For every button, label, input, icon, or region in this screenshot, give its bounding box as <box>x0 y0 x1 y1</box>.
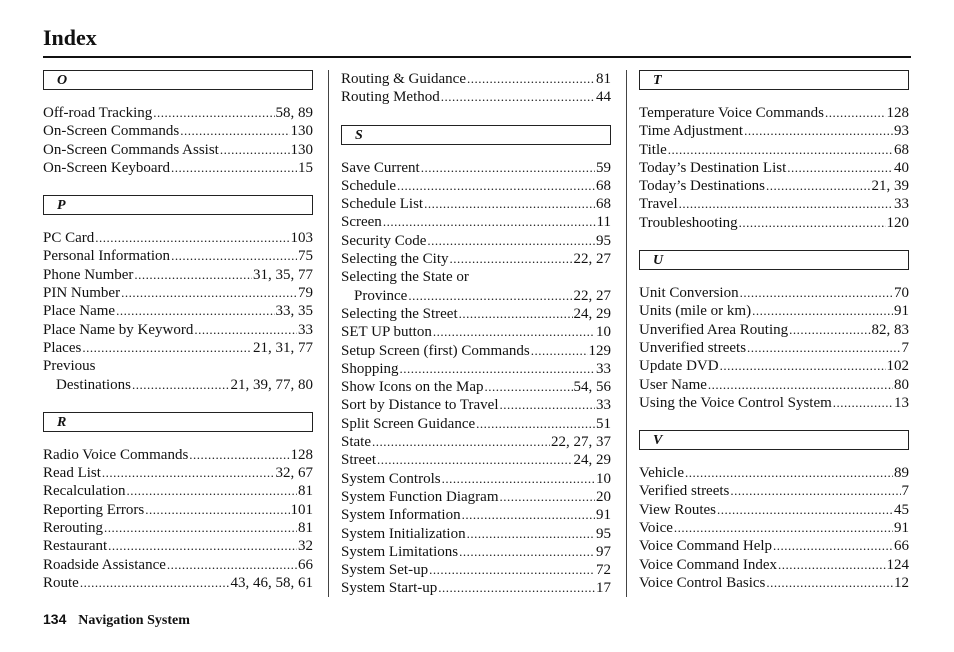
dot-leader <box>116 302 274 320</box>
section-gap <box>639 232 909 250</box>
dot-leader <box>787 159 893 177</box>
index-entry <box>43 574 313 592</box>
entry-pages: 82, 83 <box>871 321 909 338</box>
index-entry <box>341 378 611 396</box>
index-entry <box>43 376 313 394</box>
dot-leader <box>171 247 297 265</box>
entry-term: Reporting Errors <box>43 501 145 518</box>
index-entry <box>341 323 611 341</box>
dot-leader <box>180 122 289 140</box>
entry-pages: 22, 27 <box>573 251 611 268</box>
section-letter-header: R <box>43 412 313 432</box>
entry-term: On-Screen Keyboard <box>43 159 171 176</box>
index-entry <box>639 394 909 412</box>
dot-leader <box>427 232 595 250</box>
dot-leader <box>171 159 297 177</box>
dot-leader <box>189 446 289 464</box>
entry-term: Selecting the Street <box>341 305 458 322</box>
dot-leader <box>467 525 595 543</box>
index-entry <box>43 141 313 159</box>
entry-term: On-Screen Commands Assist <box>43 141 219 158</box>
index-entry <box>43 464 313 482</box>
entry-term: Phone Number <box>43 266 134 283</box>
entry-pages: 129 <box>588 342 611 359</box>
section-letter-header: T <box>639 70 909 90</box>
document-title: Navigation System <box>78 613 190 628</box>
index-column-2 <box>341 70 611 596</box>
entry-pages: 81 <box>298 483 313 500</box>
index-entry <box>341 506 611 524</box>
entry-term: Shopping <box>341 360 399 377</box>
index-entry <box>43 284 313 302</box>
entry-pages: 21, 39, 77, 80 <box>230 376 313 393</box>
entry-term: System Information <box>341 507 461 524</box>
dot-leader <box>377 451 573 469</box>
entry-term: Verified streets <box>639 483 730 500</box>
entry-pages: 11 <box>596 214 611 231</box>
dot-leader <box>449 250 572 268</box>
entry-pages: 22, 27 <box>573 287 611 304</box>
dot-leader <box>679 195 893 213</box>
entry-term: On-Screen Commands <box>43 123 180 140</box>
dot-leader <box>442 470 595 488</box>
entry-term: Unverified streets <box>639 339 747 356</box>
index-entry <box>341 488 611 506</box>
dot-leader <box>720 357 886 375</box>
dot-leader <box>400 360 595 378</box>
entry-term: Unverified Area Routing <box>639 321 789 338</box>
entry-pages: 102 <box>886 358 909 375</box>
index-entry <box>639 284 909 302</box>
index-entry <box>639 339 909 357</box>
dot-leader <box>438 579 595 597</box>
dot-leader <box>95 229 289 247</box>
entry-term: Roadside Assistance <box>43 556 166 573</box>
index-entry <box>43 321 313 339</box>
index-entry <box>341 159 611 177</box>
entry-pages: 89 <box>894 465 909 482</box>
entry-pages: 21, 39 <box>871 178 909 195</box>
entry-pages: 81 <box>298 520 313 537</box>
entry-term: PIN Number <box>43 285 121 302</box>
dot-leader <box>145 501 289 519</box>
index-entry <box>639 376 909 394</box>
index-entry <box>43 266 313 284</box>
entry-pages: 33, 35 <box>275 303 313 320</box>
entry-pages: 33 <box>894 196 909 213</box>
dot-leader <box>121 284 297 302</box>
dot-leader <box>194 321 297 339</box>
dot-leader <box>674 519 893 537</box>
index-entry <box>341 561 611 579</box>
entry-pages: 59 <box>596 159 611 176</box>
entry-pages: 33 <box>596 397 611 414</box>
section-gap <box>639 412 909 430</box>
dot-leader <box>717 501 893 519</box>
index-entry <box>43 122 313 140</box>
dot-leader <box>408 287 572 305</box>
entry-pages: 91 <box>894 520 909 537</box>
entry-term: Route <box>43 574 79 591</box>
dot-leader <box>730 482 900 500</box>
index-entry <box>341 433 611 451</box>
index-entry <box>639 214 909 232</box>
index-entry <box>341 268 611 286</box>
index-entry <box>639 177 909 195</box>
dot-leader <box>429 561 595 579</box>
index-entry <box>341 543 611 561</box>
entry-term: Places <box>43 339 82 356</box>
dot-leader <box>421 159 595 177</box>
index-entry <box>639 464 909 482</box>
index-entry <box>43 556 313 574</box>
entry-term: Screen <box>341 214 382 231</box>
dot-leader <box>685 464 893 482</box>
dot-leader <box>766 177 870 195</box>
index-entry <box>341 287 611 305</box>
index-entry <box>43 247 313 265</box>
entry-term: Place Name <box>43 303 116 320</box>
entry-term: Schedule <box>341 177 396 194</box>
entry-term: Unit Conversion <box>639 285 739 302</box>
dot-leader <box>739 214 886 232</box>
entry-term: Using the Voice Control System <box>639 394 832 411</box>
entry-pages: 10 <box>596 470 611 487</box>
dot-leader <box>752 302 893 320</box>
entry-term: PC Card <box>43 230 95 247</box>
entry-term: Selecting the State or <box>341 269 469 286</box>
entry-pages: 93 <box>894 123 909 140</box>
entry-term: Sort by Distance to Travel <box>341 397 499 414</box>
dot-leader <box>744 122 893 140</box>
entry-pages: 80 <box>894 376 909 393</box>
index-entry <box>43 501 313 519</box>
index-entry <box>341 415 611 433</box>
entry-pages: 91 <box>894 303 909 320</box>
entry-term: Rerouting <box>43 520 103 537</box>
index-entry <box>43 519 313 537</box>
entry-pages: 97 <box>596 543 611 560</box>
index-entry <box>341 213 611 231</box>
entry-pages: 7 <box>901 483 909 500</box>
index-entry <box>43 446 313 464</box>
entry-term: Restaurant <box>43 538 108 555</box>
index-entry <box>43 537 313 555</box>
entry-term: Today’s Destination List <box>639 159 787 176</box>
entry-pages: 20 <box>596 488 611 505</box>
entry-term: System Start-up <box>341 580 438 597</box>
entry-pages: 66 <box>894 538 909 555</box>
section-letter-header: V <box>639 430 909 450</box>
entry-term: Voice Command Index <box>639 556 778 573</box>
entry-term: Previous <box>43 358 96 375</box>
page-title: Index <box>43 25 97 50</box>
index-entry <box>43 302 313 320</box>
entry-term: Voice Control Basics <box>639 574 766 591</box>
entry-term: Street <box>341 452 376 469</box>
entry-term: Radio Voice Commands <box>43 446 189 463</box>
dot-leader <box>433 323 595 341</box>
entry-term: User Name <box>639 376 707 393</box>
entry-term: Personal Information <box>43 248 171 265</box>
entry-pages: 22, 27, 37 <box>551 434 611 451</box>
entry-pages: 70 <box>894 285 909 302</box>
dot-leader <box>485 378 573 396</box>
index-entry <box>341 525 611 543</box>
entry-pages: 24, 29 <box>573 305 611 322</box>
index-entry <box>43 482 313 500</box>
index-entry <box>639 574 909 592</box>
entry-pages: 7 <box>901 339 909 356</box>
dot-leader <box>167 556 297 574</box>
index-column-1 <box>43 70 313 596</box>
dot-leader <box>102 464 275 482</box>
entry-pages: 32, 67 <box>275 465 313 482</box>
entry-pages: 44 <box>596 89 611 106</box>
page-footer <box>43 611 190 629</box>
entry-pages: 31, 35, 77 <box>253 266 313 283</box>
section-letter-header: S <box>341 125 611 145</box>
entry-term: Routing Method <box>341 89 440 106</box>
index-entry <box>43 229 313 247</box>
dot-leader <box>132 376 230 394</box>
entry-term: Destinations <box>56 376 131 393</box>
title-rule <box>43 56 911 58</box>
dot-leader <box>108 537 297 555</box>
entry-term: View Routes <box>639 501 717 518</box>
entry-pages: 79 <box>298 285 313 302</box>
entry-pages: 33 <box>596 360 611 377</box>
entry-term: Temperature Voice Commands <box>639 105 825 121</box>
entry-pages: 128 <box>886 105 909 121</box>
entry-term: Update DVD <box>639 358 719 375</box>
index-entry <box>341 305 611 323</box>
dot-leader <box>153 104 274 122</box>
entry-term: Vehicle <box>639 465 684 482</box>
entry-pages: 24, 29 <box>573 452 611 469</box>
entry-pages: 12 <box>894 574 909 591</box>
entry-term: Voice <box>639 520 673 537</box>
dot-leader <box>220 141 290 159</box>
index-entry <box>639 556 909 574</box>
dot-leader <box>825 104 885 122</box>
dot-leader <box>500 488 596 506</box>
entry-term: State <box>341 434 371 451</box>
entry-pages: 45 <box>894 501 909 518</box>
entry-term: Split Screen Guidance <box>341 415 476 432</box>
entry-term: Off-road Tracking <box>43 105 153 121</box>
entry-pages: 130 <box>290 123 313 140</box>
dot-leader <box>134 266 252 284</box>
section-letter-header: O <box>43 70 313 90</box>
entry-pages: 68 <box>894 141 909 158</box>
entry-pages: 13 <box>894 394 909 411</box>
index-entry <box>43 339 313 357</box>
index-entry <box>341 396 611 414</box>
entry-pages: 68 <box>596 196 611 213</box>
entry-pages: 21, 31, 77 <box>253 339 313 356</box>
entry-pages: 72 <box>596 562 611 579</box>
dot-leader <box>424 195 595 213</box>
dot-leader <box>80 574 230 592</box>
column-divider <box>626 70 627 597</box>
dot-leader <box>747 339 900 357</box>
dot-leader <box>500 396 596 414</box>
entry-pages: 120 <box>886 214 909 231</box>
entry-pages: 91 <box>596 507 611 524</box>
entry-pages: 32 <box>298 538 313 555</box>
entry-term: Save Current <box>341 159 420 176</box>
entry-pages: 33 <box>298 321 313 338</box>
dot-leader <box>383 213 596 231</box>
entry-pages: 124 <box>886 556 909 573</box>
index-entry <box>341 470 611 488</box>
entry-pages: 43, 46, 58, 61 <box>230 574 313 591</box>
dot-leader <box>126 482 297 500</box>
index-entry <box>639 482 909 500</box>
dot-leader <box>668 141 893 159</box>
dot-leader <box>104 519 297 537</box>
dot-leader <box>740 284 893 302</box>
section-gap <box>43 394 313 412</box>
entry-pages: 95 <box>596 525 611 542</box>
entry-pages: 40 <box>894 159 909 176</box>
dot-leader <box>467 70 595 88</box>
index-entry <box>43 159 313 177</box>
entry-term: Time Adjustment <box>639 123 744 140</box>
index-entry <box>341 177 611 195</box>
entry-term: System Limitations <box>341 543 459 560</box>
entry-term: Schedule List <box>341 196 424 213</box>
entry-term: Security Code <box>341 232 427 249</box>
index-entry <box>341 579 611 597</box>
dot-leader <box>372 433 550 451</box>
entry-pages: 58, 89 <box>275 105 313 121</box>
entry-term: Today’s Destinations <box>639 178 766 195</box>
index-entry <box>639 357 909 375</box>
index-entry <box>639 195 909 213</box>
index-entry <box>341 195 611 213</box>
entry-pages: 15 <box>298 159 313 176</box>
entry-term: SET UP button <box>341 324 432 341</box>
entry-pages: 17 <box>596 580 611 597</box>
index-entry <box>639 302 909 320</box>
entry-term: Units (mile or km) <box>639 303 752 320</box>
index-entry <box>341 360 611 378</box>
section-gap <box>341 107 611 125</box>
entry-term: Province <box>354 287 408 304</box>
dot-leader <box>531 342 588 360</box>
dot-leader <box>441 88 595 106</box>
section-gap <box>43 177 313 195</box>
entry-pages: 75 <box>298 248 313 265</box>
page-number: 134 <box>43 611 67 627</box>
entry-term: Selecting the City <box>341 251 449 268</box>
entry-pages: 101 <box>290 501 313 518</box>
dot-leader <box>459 305 573 323</box>
index-entry <box>341 70 611 88</box>
entry-pages: 66 <box>298 556 313 573</box>
entry-term: System Function Diagram <box>341 488 499 505</box>
entry-pages: 81 <box>596 71 611 87</box>
entry-term: Place Name by Keyword <box>43 321 194 338</box>
column-divider <box>328 70 329 597</box>
index-entry <box>341 232 611 250</box>
index-entry <box>639 141 909 159</box>
entry-pages: 103 <box>290 230 313 247</box>
entry-pages: 95 <box>596 232 611 249</box>
dot-leader <box>82 339 252 357</box>
index-entry <box>341 451 611 469</box>
dot-leader <box>789 321 870 339</box>
entry-pages: 68 <box>596 177 611 194</box>
dot-leader <box>459 543 595 561</box>
dot-leader <box>708 376 893 394</box>
section-letter-header: P <box>43 195 313 215</box>
entry-term: Setup Screen (first) Commands <box>341 342 530 359</box>
index-entry <box>43 104 313 122</box>
index-entry <box>639 519 909 537</box>
entry-term: Show Icons on the Map <box>341 379 484 396</box>
dot-leader <box>462 506 595 524</box>
index-entry <box>639 122 909 140</box>
index-entry <box>639 159 909 177</box>
index-entry <box>639 537 909 555</box>
entry-term: Title <box>639 141 667 158</box>
index-entry <box>341 342 611 360</box>
dot-leader <box>778 556 885 574</box>
entry-pages: 10 <box>596 324 611 341</box>
dot-leader <box>773 537 893 555</box>
dot-leader <box>476 415 595 433</box>
section-letter-header: U <box>639 250 909 270</box>
entry-term: System Initialization <box>341 525 466 542</box>
dot-leader <box>833 394 893 412</box>
entry-term: Troubleshooting <box>639 214 738 231</box>
entry-pages: 130 <box>290 141 313 158</box>
entry-term: Recalculation <box>43 483 126 500</box>
entry-term: Read List <box>43 465 101 482</box>
index-entry <box>341 88 611 106</box>
index-entry <box>639 104 909 122</box>
index-column-3 <box>639 70 909 596</box>
index-entry <box>43 357 313 375</box>
entry-term: Voice Command Help <box>639 538 773 555</box>
dot-leader <box>397 177 595 195</box>
entry-term: System Controls <box>341 470 441 487</box>
index-entry <box>341 250 611 268</box>
dot-leader <box>766 574 893 592</box>
index-entry <box>639 321 909 339</box>
entry-term: System Set-up <box>341 562 429 579</box>
entry-pages: 54, 56 <box>573 379 611 396</box>
entry-term: Travel <box>639 196 678 213</box>
entry-pages: 51 <box>596 415 611 432</box>
entry-pages: 128 <box>290 446 313 463</box>
index-entry <box>639 501 909 519</box>
entry-term: Routing & Guidance <box>341 71 466 87</box>
